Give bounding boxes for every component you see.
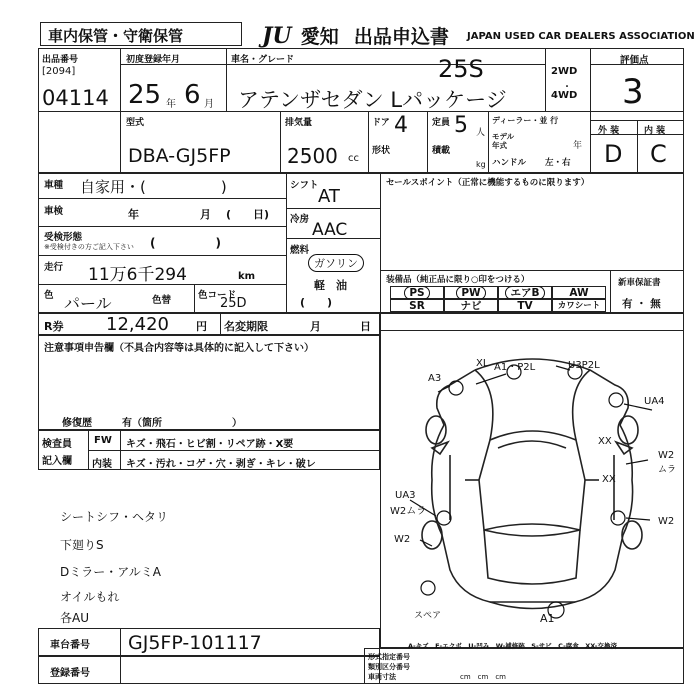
equipment-item-label: PW [456,286,485,300]
dmg-w2-left2: W2 [394,534,411,545]
dmg-xx-center: XX [602,474,616,485]
drive-2wd: 2WD [551,66,578,77]
recycle-amount: 12,420 [106,314,169,335]
equipment-item-label: AW [569,287,589,299]
mileage-unit: km [238,271,256,282]
capacity-unit: 人 [476,128,486,138]
displacement-unit: cc [348,153,359,164]
size-label: 車両寸法 [368,673,396,681]
dmg-ua4: UA4 [644,396,665,407]
inspection-month: 月 [200,208,211,221]
model-code: DBA-GJ5FP [128,145,231,167]
usage-value: 自家用・( ) [80,178,227,196]
interior-check-items: キズ・汚れ・コゲ・穴・剥ぎ・キレ・破レ [126,459,316,470]
dealer-label: ディーラー・並 行 [492,116,559,125]
registration-number-label: 登録番号 [50,668,90,679]
dmg-spare: スペア [414,611,442,621]
handle-options: 左・右 [545,158,571,168]
association-name: JAPAN USED CAR DEALERS ASSOCIATION [467,31,695,42]
equipment-item [552,299,606,312]
dmg-ua3: UA3 [395,490,416,501]
divider [220,313,221,335]
chassis-number: GJ5FP-101117 [128,632,262,654]
divider [38,226,286,227]
dmg-a3-top: A3 [428,373,442,384]
spec-label-2: 類別区分番号 [368,663,410,671]
divider [610,270,611,313]
displacement-label: 排気量 [285,118,313,128]
dmg-w-right: W2 [658,450,675,461]
color-label: 色 [44,290,54,301]
usage-label: 車種 [44,180,64,191]
lot-number-label: 出品番号 [42,55,79,65]
divider [637,120,638,173]
inspector-label-2: 記入欄 [42,456,72,467]
mileage-value: 11万6千294 [88,265,187,285]
reception-label: 受検形態 [44,232,83,243]
registration-month: 6 [184,80,201,110]
equipment-item [390,299,444,312]
repair-history-value: 有（箇所 ） [122,418,242,429]
load-unit: kg [476,160,486,169]
dmg-w2-left: W2ムラ [390,506,427,517]
logo-mark: JU [262,23,292,49]
model-year-label-2: 年式 [492,141,507,150]
dmg-x-left: XL [476,358,489,369]
recycle-row [38,313,380,335]
lot-number-sub: [2094] [42,66,76,77]
exterior-grade: D [604,140,623,168]
doors: 4 [394,113,408,138]
divider [194,284,195,313]
warranty-label: 新車保証書 [618,278,661,288]
chassis-number-label: 車台番号 [50,640,90,651]
doors-label: ドア [372,118,390,128]
dmg-a1-pillar: A1・P2L [494,362,536,373]
color-code-label: 色コード [198,290,237,301]
equipment-item-label: ナビ [460,300,482,312]
equipment-item-label: カワシート [557,301,601,311]
equipment-item [444,299,498,312]
exterior-label: 外 装 [598,126,620,136]
reception-sub: ※受検付きの方ご記入下さい [44,243,134,251]
logo [262,22,449,49]
model-year-unit: 年 [573,141,583,151]
repair-history-label: 修復歴 [62,418,92,429]
interior-check-label: 内装 [92,459,112,470]
color-value: パール [64,294,112,313]
divider [88,450,380,451]
inspector-label-1: 検査員 [42,439,72,450]
equipment-item [390,286,444,299]
fuel-label: 燃料 [290,245,310,256]
divider [427,111,428,173]
ac-value: AAC [312,220,348,240]
divider [226,48,227,111]
color-change-label: 色替 [152,295,172,306]
capacity: 5 [454,113,468,138]
equipment-item [498,299,552,312]
handwritten-note: 各AU [60,611,89,625]
inspection-year: 年 [128,208,139,221]
drive-4wd: 4WD [551,90,578,101]
divider [368,111,369,173]
dmg-u-pillar: U3P2L [568,360,600,371]
spec-box [364,648,684,684]
load-label: 積載 [432,146,451,156]
color-code: 25D [220,296,247,311]
score-label: 評価点 [620,55,649,66]
equipment-item [444,286,498,299]
dmg-xx-right: XX [598,436,612,447]
fuel-gasoline-circle: ガソリン [308,254,364,272]
handwritten-note: オイルもれ [60,590,120,604]
fuel-light-oil: 軽 油 [314,279,347,292]
shape-label: 形状 [372,146,391,156]
warranty-value: 有 ・ 無 [622,298,661,310]
logo-text: 愛知 [300,26,339,48]
drive-separator: ・ [562,82,572,93]
fuel-other: ( ) [300,296,333,309]
displacement: 2500 [287,144,338,168]
car-name-label: 車名・グレード [231,55,295,65]
model-year-label: モデル [492,132,515,141]
capacity-label: 定員 [432,118,451,128]
interior-grade: C [650,140,667,168]
equipment-item-label: PS [404,286,429,300]
divider [280,111,281,173]
recycle-unit: 円 [196,320,207,333]
dmg-w2-right2: W2 [658,516,675,527]
inspection-label: 車検 [44,206,64,217]
sales-point-label: セールスポイント（正常に機能するものに限ります） [386,178,590,188]
registration-year: 25 [128,80,162,110]
divider [380,270,684,271]
equipment-item-label: SR [409,300,425,312]
equipment-grid [390,286,606,312]
mileage-label: 走行 [44,262,64,273]
car-name: アテンザセダン Lパッケージ [238,88,507,112]
handwritten-note: 下廻りS [60,538,104,552]
name-change-label: 名変期限 [224,320,268,333]
car-diagram [380,330,684,630]
name-change-day: 日 [360,320,371,333]
divider [286,173,287,313]
equipment-item-label: TV [517,300,533,312]
model-label: 型式 [126,118,145,128]
divider [488,111,489,173]
equipment-item [552,286,606,299]
name-change-month: 月 [310,320,321,333]
divider [590,120,684,121]
equipment-item [498,286,552,299]
dmg-a1-bottom: A1 [540,612,555,625]
size-units: cm cm cm [460,673,507,681]
recycle-label: R券 [44,320,64,333]
fw-items: キズ・飛石・ヒビ割・リペア跡・X要 [126,439,294,450]
divider [38,255,286,256]
fw-label: FW [94,435,112,446]
document-title: 出品申込書 [353,26,449,48]
divider [38,198,286,199]
shift-value: AT [318,186,340,207]
ac-label: 冷房 [290,214,310,225]
interior-label: 内 装 [644,126,666,136]
shift-label: シフト [290,180,319,191]
divider [380,173,381,313]
registration-year-unit: 年 [166,99,176,110]
fuel-gasoline [308,254,364,272]
registration-month-unit: 月 [204,99,214,110]
divider [286,208,380,209]
lot-number: 04114 [42,86,109,110]
score-value: 3 [622,72,644,112]
storage-note: 車内保管・守衛保管 [48,27,184,45]
car-grade: 25S [438,55,484,83]
inspection-day: ( 日) [226,208,270,221]
reception-value: ( ) [150,236,221,250]
handwritten-note: Dミラー・アルミA [60,565,161,579]
first-registration-label: 初度登録年月 [126,55,181,65]
handle-label: ハンドル [492,158,527,168]
equipment-item-label: エアB [505,286,544,300]
spec-label-1: 形式指定番号 [368,653,410,661]
dmg-w-mu: ムラ [658,465,677,475]
equipment-label: 装備品（純正品に限り○印をつける） [386,275,530,285]
damage-legend: A-キズ E-エクボ U-凹み W-補修跡 S-サビ C-腐食 XX-交換済 [408,642,617,650]
handwritten-note: シートシフ・ヘタリ [60,510,169,524]
notes-title: 注意事項申告欄（不具合内容等は具体的に記入して下さい） [44,343,314,354]
divider [545,48,546,111]
